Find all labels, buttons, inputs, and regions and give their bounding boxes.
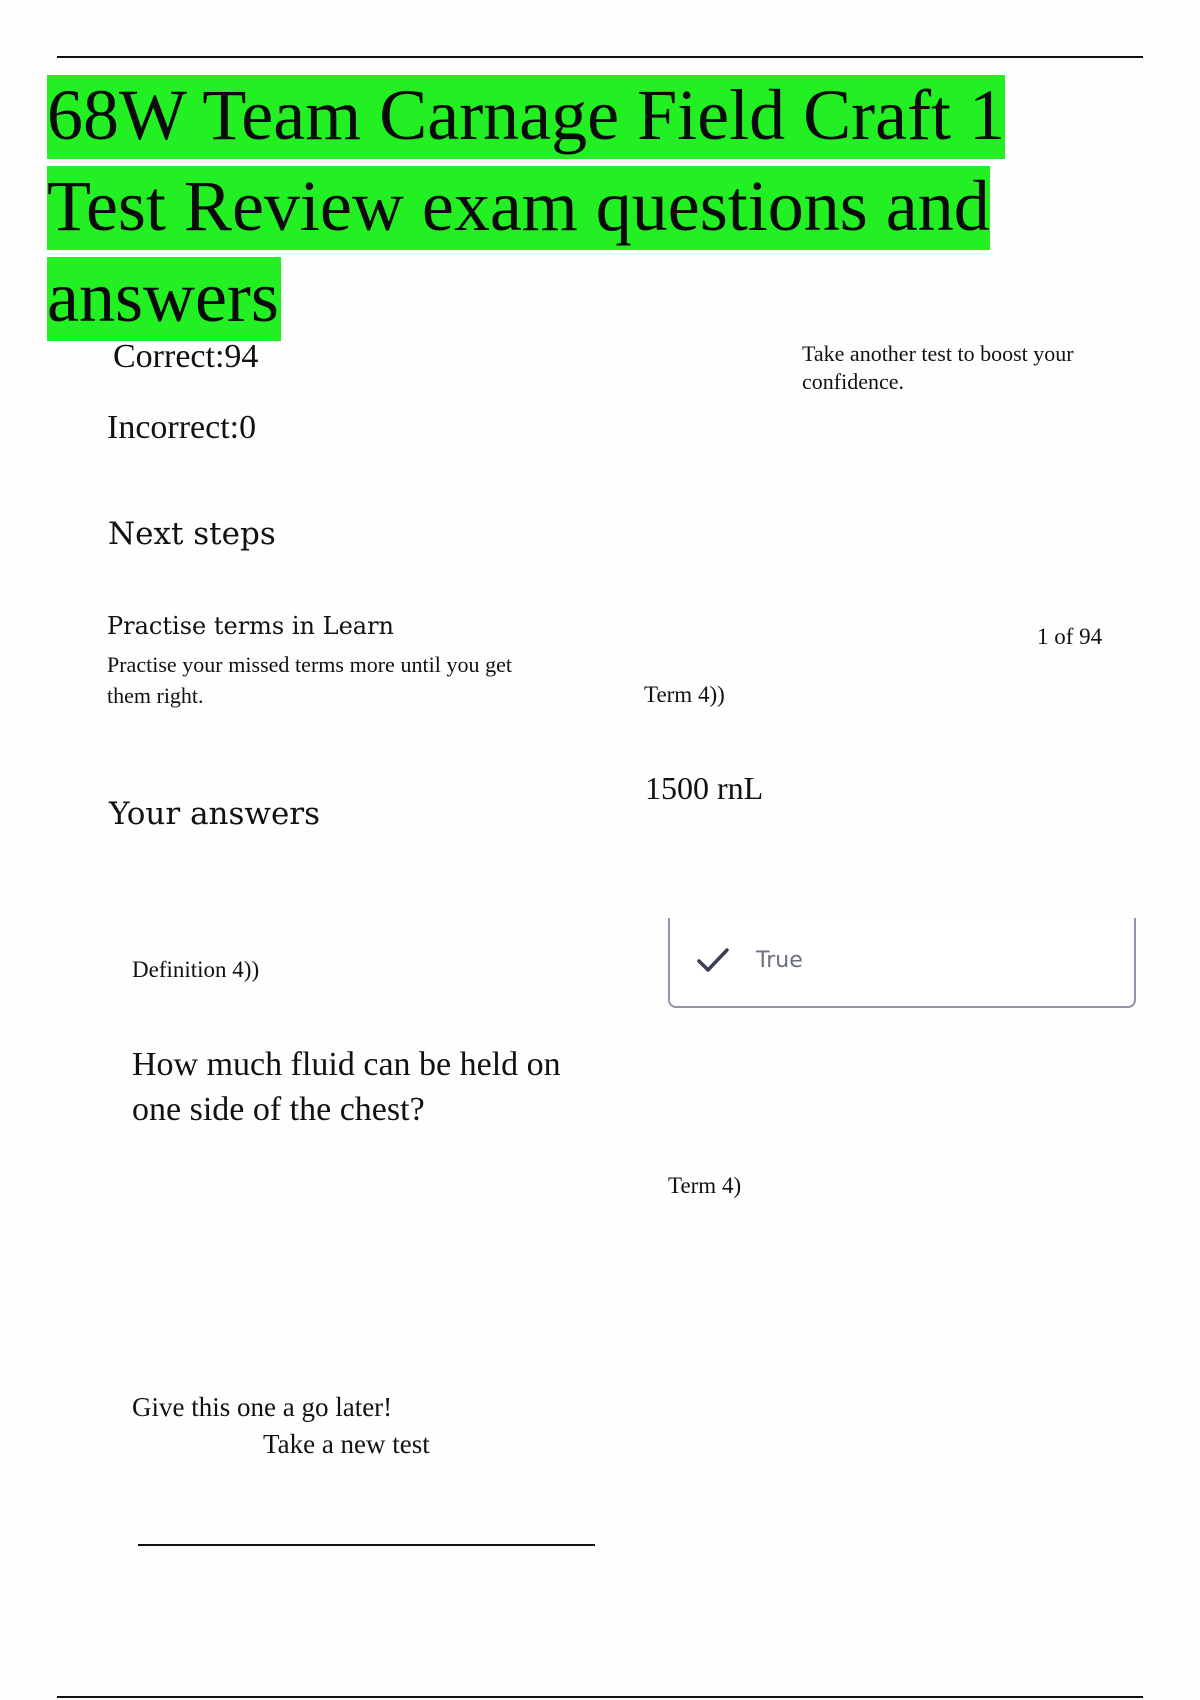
document-title <box>47 70 1047 343</box>
term-label-secondary: Term 4) <box>668 1173 742 1198</box>
practise-description: Practise your missed terms more until you get them right. <box>107 652 512 708</box>
your-answers-heading: Your answers <box>109 796 321 832</box>
answer-option-true[interactable] <box>668 918 1136 1008</box>
bottom-rule <box>57 1696 1143 1698</box>
give-later-text: Give this one a go later! <box>132 1392 393 1422</box>
check-icon <box>696 946 730 974</box>
section-divider <box>138 1544 595 1546</box>
top-rule <box>57 56 1143 58</box>
term-label: Term 4)) <box>644 682 725 707</box>
answer-option-label: True <box>756 948 803 973</box>
correct-count: Correct:94 <box>113 338 259 375</box>
definition-label: Definition 4)) <box>132 957 260 982</box>
term-answer-value: 1500 rnL <box>645 770 764 806</box>
practise-learn-link[interactable]: Practise terms in Learn <box>107 612 395 640</box>
boost-confidence-text: Take another test to boost your confidence. <box>802 341 1074 394</box>
next-steps-heading: Next steps <box>108 516 276 552</box>
take-new-test-link[interactable]: Take a new test <box>263 1429 430 1459</box>
question-counter: 1 of 94 <box>1037 624 1103 649</box>
incorrect-count: Incorrect:0 <box>107 409 257 446</box>
definition-question: How much fluid can be held on one side of the chest? <box>132 1046 561 1128</box>
document-title-text: 68W Team Carnage Field Craft 1 Test Review exam questions and answers <box>47 75 1005 341</box>
